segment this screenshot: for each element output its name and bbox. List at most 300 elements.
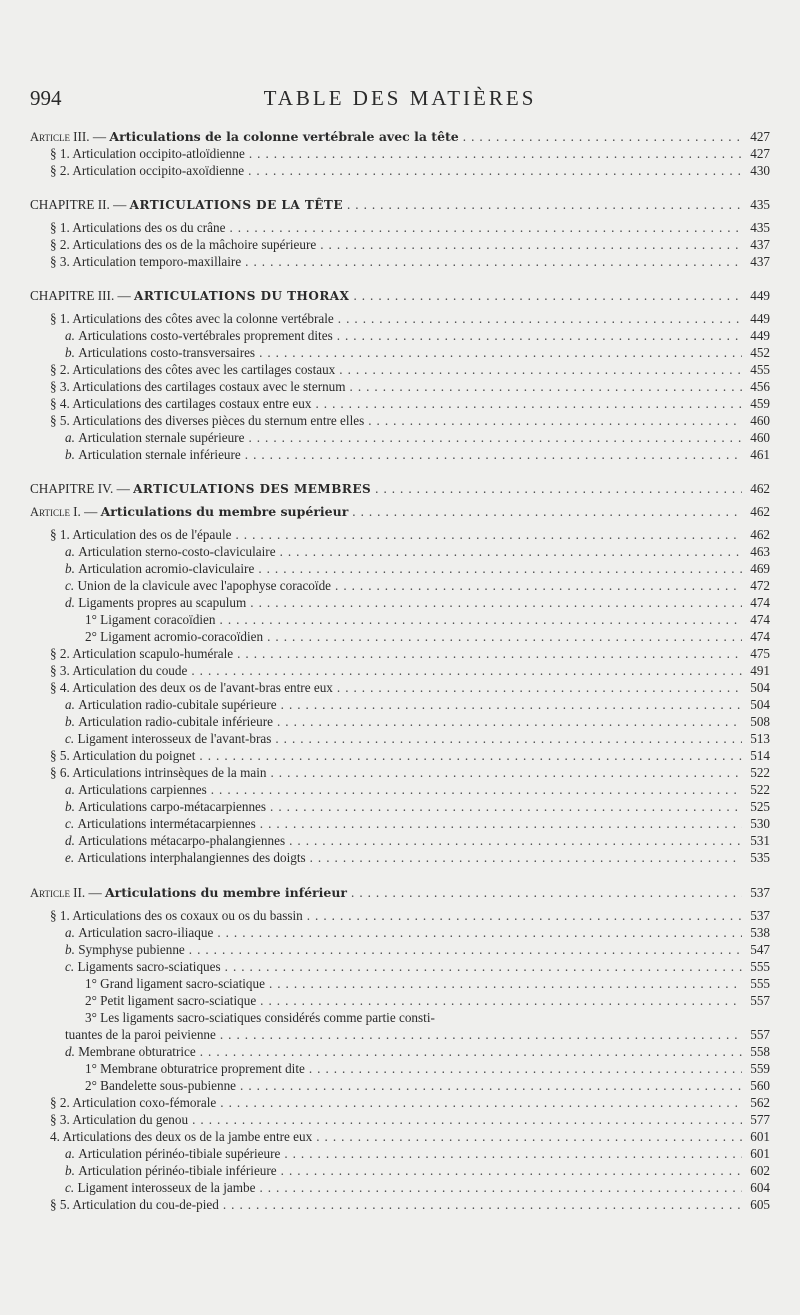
entry-text: Membrane obturatrice bbox=[78, 1044, 196, 1059]
dot-leader bbox=[281, 1162, 742, 1179]
entry-text: Union de la clavicule avec l'apophyse coracoïde bbox=[77, 578, 332, 593]
entry-page-number: 530 bbox=[750, 816, 770, 831]
toc-entry-row bbox=[30, 1043, 770, 1060]
entry-page-number: 427 bbox=[750, 129, 770, 144]
toc-entry-label bbox=[50, 1094, 216, 1111]
entry-text: § 1. Articulations des côtes avec la colonne vertébrale bbox=[50, 311, 334, 326]
toc-entry-row bbox=[30, 713, 770, 730]
dot-leader bbox=[250, 594, 742, 611]
dot-leader bbox=[339, 361, 742, 378]
toc-entry-row bbox=[30, 798, 770, 815]
dot-leader bbox=[259, 344, 742, 361]
entry-text: 2° Petit ligament sacro-sciatique bbox=[85, 993, 257, 1008]
entry-page-number: 474 bbox=[750, 612, 770, 627]
dot-leader bbox=[199, 747, 742, 764]
entry-text: Articulations intermétacarpiennes bbox=[77, 816, 256, 831]
entry-letter: d. bbox=[65, 833, 79, 848]
entry-page-number: 461 bbox=[750, 447, 770, 462]
entry-text: Articulation radio-cubitale supérieure bbox=[78, 697, 277, 712]
entry-text: Articulation sterno-costo-claviculaire bbox=[78, 544, 276, 559]
entry-letter: b. bbox=[65, 1163, 79, 1178]
dot-leader bbox=[220, 1026, 742, 1043]
entry-page-number: 475 bbox=[750, 646, 770, 661]
toc-entry-label bbox=[30, 503, 348, 521]
entry-page-number: 537 bbox=[750, 885, 770, 900]
toc-entry-row bbox=[30, 679, 770, 696]
dot-leader bbox=[259, 1179, 742, 1196]
entry-page-number: 452 bbox=[750, 345, 770, 360]
entry-text: CHAPITRE II. — bbox=[30, 197, 130, 212]
entry-text: 4. Articulations des deux os de la jambe entre eux bbox=[50, 1129, 313, 1144]
toc-entry-row bbox=[30, 975, 770, 992]
toc-entry-label bbox=[65, 781, 207, 798]
dot-leader bbox=[267, 628, 742, 645]
entry-page-number: 455 bbox=[750, 362, 770, 377]
toc-entry-label bbox=[85, 975, 265, 992]
dot-leader bbox=[220, 1094, 742, 1111]
toc-entry-row bbox=[30, 849, 770, 866]
entry-letter: c. bbox=[65, 816, 78, 831]
dot-leader bbox=[277, 713, 742, 730]
entry-letter: a. bbox=[65, 782, 79, 797]
entry-page-number: 449 bbox=[750, 328, 770, 343]
entry-page-number: 459 bbox=[750, 396, 770, 411]
toc-entry-label bbox=[65, 1026, 216, 1043]
entry-page-number: 605 bbox=[750, 1197, 770, 1212]
entry-page-number: 562 bbox=[750, 1095, 770, 1110]
dot-leader bbox=[289, 832, 742, 849]
entry-page-number: 469 bbox=[750, 561, 770, 576]
entry-text: § 2. Articulations des côtes avec les cartilages costaux bbox=[50, 362, 336, 377]
toc-entry-row bbox=[30, 1128, 770, 1145]
entry-text: Ligament interosseux de l'avant-bras bbox=[77, 731, 272, 746]
toc-entry-label bbox=[30, 287, 349, 305]
toc-article-row bbox=[30, 128, 770, 145]
toc-entry-row bbox=[30, 236, 770, 253]
entry-page-number: 557 bbox=[750, 993, 770, 1008]
toc-entry-label bbox=[50, 162, 244, 179]
entry-page-number: 460 bbox=[750, 430, 770, 445]
toc-entry-label bbox=[65, 696, 277, 713]
toc-entry-row bbox=[30, 1009, 770, 1026]
toc-entry-label bbox=[30, 884, 347, 902]
toc-entry-label bbox=[65, 941, 185, 958]
entry-text: Articulations costo-transversaires bbox=[78, 345, 256, 360]
dot-leader bbox=[258, 560, 742, 577]
toc-entry-label bbox=[65, 429, 244, 446]
toc-entry-label bbox=[50, 219, 225, 236]
entry-heading-bold: Articulations du membre supérieur bbox=[100, 504, 349, 519]
dot-leader bbox=[335, 577, 742, 594]
toc-entry-row bbox=[30, 543, 770, 560]
entry-text: 1° Grand ligament sacro-sciatique bbox=[85, 976, 265, 991]
dot-leader bbox=[191, 662, 742, 679]
toc-entry-label bbox=[65, 849, 306, 866]
entry-text: § 2. Articulation scapulo-humérale bbox=[50, 646, 234, 661]
entry-letter: a. bbox=[65, 925, 79, 940]
table-of-contents bbox=[30, 128, 770, 1213]
toc-entry-row bbox=[30, 594, 770, 611]
toc-article-row bbox=[30, 503, 770, 520]
toc-entry-row bbox=[30, 446, 770, 463]
toc-entry-label bbox=[50, 1111, 188, 1128]
toc-entry-row bbox=[30, 577, 770, 594]
dot-leader bbox=[240, 1077, 742, 1094]
toc-entry-label bbox=[50, 253, 241, 270]
article-prefix: Article bbox=[30, 130, 74, 144]
dot-leader bbox=[337, 327, 742, 344]
entry-heading-bold: Articulations de la colonne vertébrale avec la tête bbox=[109, 129, 459, 144]
dot-leader bbox=[307, 907, 742, 924]
toc-entry-label bbox=[65, 543, 276, 560]
entry-heading-bold: ARTICULATIONS DE LA TÊTE bbox=[129, 198, 343, 212]
toc-entry-label bbox=[50, 395, 311, 412]
toc-entry-label bbox=[85, 1060, 305, 1077]
entry-text: § 1. Articulation des os de l'épaule bbox=[50, 527, 232, 542]
entry-letter: a. bbox=[65, 1146, 79, 1161]
entry-text: § 2. Articulation coxo-fémorale bbox=[50, 1095, 217, 1110]
entry-letter: a. bbox=[65, 328, 79, 343]
toc-entry-label bbox=[50, 747, 195, 764]
entry-text: Articulation sternale supérieure bbox=[78, 430, 245, 445]
entry-text: Articulation sternale inférieure bbox=[78, 447, 241, 462]
dot-leader bbox=[229, 219, 742, 236]
dot-leader bbox=[353, 287, 742, 304]
entry-page-number: 437 bbox=[750, 254, 770, 269]
entry-page-number: 535 bbox=[750, 850, 770, 865]
toc-entry-row bbox=[30, 378, 770, 395]
dot-leader bbox=[220, 611, 742, 628]
toc-entry-row bbox=[30, 958, 770, 975]
toc-entry-label bbox=[50, 1196, 219, 1213]
toc-article-row bbox=[30, 884, 770, 901]
page-title: TABLE DES MATIÈRES bbox=[263, 86, 537, 110]
entry-heading-bold: ARTICULATIONS DES MEMBRES bbox=[133, 482, 372, 496]
toc-entry-row bbox=[30, 645, 770, 662]
toc-entry-row bbox=[30, 219, 770, 236]
dot-leader bbox=[352, 503, 742, 520]
dot-leader bbox=[189, 941, 742, 958]
toc-entry-row bbox=[30, 1145, 770, 1162]
entry-page-number: 555 bbox=[750, 976, 770, 991]
toc-entry-row bbox=[30, 696, 770, 713]
toc-entry-row bbox=[30, 526, 770, 543]
toc-entry-label bbox=[65, 1179, 255, 1196]
entry-page-number: 437 bbox=[750, 237, 770, 252]
entry-letter: c. bbox=[65, 578, 78, 593]
toc-entry-row bbox=[30, 832, 770, 849]
dot-leader bbox=[248, 162, 742, 179]
toc-entry-label bbox=[50, 645, 233, 662]
dot-leader bbox=[192, 1111, 742, 1128]
toc-entry-label bbox=[30, 196, 343, 214]
toc-entry-row bbox=[30, 1111, 770, 1128]
toc-entry-label bbox=[30, 480, 371, 498]
dot-leader bbox=[225, 958, 742, 975]
entry-text: Articulation sacro-iliaque bbox=[78, 925, 214, 940]
toc-entry-row bbox=[30, 361, 770, 378]
entry-page-number: 474 bbox=[750, 629, 770, 644]
toc-entry-row bbox=[30, 344, 770, 361]
toc-entry-label bbox=[65, 344, 255, 361]
toc-entry-label bbox=[50, 361, 335, 378]
entry-page-number: 463 bbox=[750, 544, 770, 559]
dot-leader bbox=[223, 1196, 742, 1213]
entry-text: § 2. Articulations des os de la mâchoire supérieure bbox=[50, 237, 317, 252]
toc-chapter-row bbox=[30, 196, 770, 213]
toc-entry-label bbox=[65, 327, 333, 344]
toc-entry-label bbox=[50, 526, 231, 543]
entry-page-number: 427 bbox=[750, 146, 770, 161]
dot-leader bbox=[337, 679, 742, 696]
toc-entry-row bbox=[30, 730, 770, 747]
toc-entry-label bbox=[50, 412, 364, 429]
dot-leader bbox=[375, 480, 742, 497]
dot-leader bbox=[245, 446, 742, 463]
toc-entry-label bbox=[85, 1077, 236, 1094]
entry-page-number: 504 bbox=[750, 697, 770, 712]
entry-page-number: 449 bbox=[750, 311, 770, 326]
toc-entry-label bbox=[50, 679, 333, 696]
toc-entry-label bbox=[65, 1145, 280, 1162]
toc-entry-row bbox=[30, 327, 770, 344]
entry-letter: c. bbox=[65, 731, 78, 746]
entry-letter: b. bbox=[65, 942, 79, 957]
dot-leader bbox=[200, 1043, 742, 1060]
entry-text: § 4. Articulations des cartilages costaux entre eux bbox=[50, 396, 312, 411]
entry-page-number: 462 bbox=[750, 527, 770, 542]
entry-text: 1° Membrane obturatrice proprement dite bbox=[85, 1061, 305, 1076]
dot-leader bbox=[245, 253, 742, 270]
entry-text: Articulation acromio-claviculaire bbox=[78, 561, 255, 576]
toc-entry-label bbox=[50, 662, 187, 679]
toc-entry-label bbox=[65, 560, 254, 577]
entry-page-number: 435 bbox=[750, 220, 770, 235]
toc-entry-label bbox=[50, 907, 303, 924]
dot-leader bbox=[284, 1145, 742, 1162]
entry-letter: d. bbox=[65, 1044, 79, 1059]
toc-entry-label bbox=[65, 446, 241, 463]
entry-text: CHAPITRE IV. — bbox=[30, 481, 134, 496]
entry-text: Ligaments propres au scapulum bbox=[78, 595, 247, 610]
toc-entry-label bbox=[65, 713, 273, 730]
dot-leader bbox=[309, 1060, 742, 1077]
entry-page-number: 522 bbox=[750, 765, 770, 780]
toc-entry-row bbox=[30, 764, 770, 781]
toc-entry-row bbox=[30, 992, 770, 1009]
entry-letter: e. bbox=[65, 850, 78, 865]
toc-entry-label bbox=[50, 1128, 312, 1145]
entry-text: II. — bbox=[73, 885, 105, 900]
entry-page-number: 525 bbox=[750, 799, 770, 814]
toc-entry-label bbox=[85, 992, 256, 1009]
toc-entry-row bbox=[30, 1094, 770, 1111]
entry-page-number: 604 bbox=[750, 1180, 770, 1195]
entry-text: § 4. Articulation des deux os de l'avant-bras entre eux bbox=[50, 680, 333, 695]
toc-entry-row bbox=[30, 815, 770, 832]
entry-letter: b. bbox=[65, 447, 79, 462]
entry-text: 2° Bandelette sous-pubienne bbox=[85, 1078, 237, 1093]
entry-page-number: 460 bbox=[750, 413, 770, 428]
entry-letter: b. bbox=[65, 345, 79, 360]
entry-text: Articulation périnéo-tibiale inférieure bbox=[78, 1163, 277, 1178]
entry-text: § 5. Articulation du cou-de-pied bbox=[50, 1197, 219, 1212]
entry-page-number: 559 bbox=[750, 1061, 770, 1076]
entry-letter: b. bbox=[65, 561, 79, 576]
toc-entry-row bbox=[30, 429, 770, 446]
dot-leader bbox=[217, 924, 742, 941]
entry-text: Ligaments sacro-sciatiques bbox=[77, 959, 221, 974]
dot-leader bbox=[249, 145, 742, 162]
entry-letter: c. bbox=[65, 959, 78, 974]
toc-entry-label bbox=[65, 1162, 277, 1179]
dot-leader bbox=[281, 696, 742, 713]
toc-chapter-row bbox=[30, 287, 770, 304]
entry-text: § 1. Articulation occipito-atloïdienne bbox=[50, 146, 245, 161]
entry-text: Articulations carpiennes bbox=[78, 782, 207, 797]
entry-letter: a. bbox=[65, 697, 79, 712]
entry-letter: c. bbox=[65, 1180, 78, 1195]
entry-page-number: 430 bbox=[750, 163, 770, 178]
entry-page-number: 508 bbox=[750, 714, 770, 729]
entry-page-number: 474 bbox=[750, 595, 770, 610]
toc-entry-label bbox=[50, 378, 346, 395]
toc-entry-label bbox=[85, 1009, 435, 1026]
toc-entry-row bbox=[30, 611, 770, 628]
entry-page-number: 491 bbox=[750, 663, 770, 678]
entry-page-number: 537 bbox=[750, 908, 770, 923]
entry-text: § 3. Articulation temporo-maxillaire bbox=[50, 254, 242, 269]
toc-entry-label bbox=[50, 236, 316, 253]
toc-entry-row bbox=[30, 560, 770, 577]
entry-page-number: 522 bbox=[750, 782, 770, 797]
entry-page-number: 538 bbox=[750, 925, 770, 940]
entry-text: Articulations costo-vertébrales proprement dites bbox=[78, 328, 333, 343]
entry-text: § 2. Articulation occipito-axoïdienne bbox=[50, 163, 245, 178]
toc-entry-row bbox=[30, 628, 770, 645]
toc-entry-row bbox=[30, 1026, 770, 1043]
toc-entry-row bbox=[30, 1196, 770, 1213]
entry-text: Articulation radio-cubitale inférieure bbox=[78, 714, 273, 729]
page-number: 994 bbox=[30, 86, 62, 110]
dot-leader bbox=[269, 975, 742, 992]
entry-page-number: 577 bbox=[750, 1112, 770, 1127]
dot-leader bbox=[463, 128, 742, 145]
toc-entry-row bbox=[30, 395, 770, 412]
entry-text: Articulations métacarpo-phalangiennes bbox=[78, 833, 286, 848]
toc-entry-label bbox=[65, 832, 285, 849]
toc-entry-row bbox=[30, 1060, 770, 1077]
entry-letter: a. bbox=[65, 544, 79, 559]
entry-text: Articulations carpo-métacarpiennes bbox=[78, 799, 267, 814]
dot-leader bbox=[275, 730, 742, 747]
toc-entry-label bbox=[50, 764, 266, 781]
toc-entry-label bbox=[65, 577, 331, 594]
entry-text: Articulations interphalangiennes des doigts bbox=[77, 850, 306, 865]
entry-page-number: 513 bbox=[750, 731, 770, 746]
toc-entry-row bbox=[30, 907, 770, 924]
toc-entry-row bbox=[30, 162, 770, 179]
entry-page-number: 601 bbox=[750, 1146, 770, 1161]
toc-entry-row bbox=[30, 941, 770, 958]
toc-chapter-row bbox=[30, 480, 770, 497]
entry-text: § 5. Articulation du poignet bbox=[50, 748, 196, 763]
entry-text: CHAPITRE III. — bbox=[30, 288, 135, 303]
entry-text: § 3. Articulation du genou bbox=[50, 1112, 189, 1127]
dot-leader bbox=[320, 236, 742, 253]
dot-leader bbox=[211, 781, 742, 798]
entry-text: § 6. Articulations intrinsèques de la main bbox=[50, 765, 267, 780]
dot-leader bbox=[315, 395, 742, 412]
toc-entry-label bbox=[65, 815, 256, 832]
entry-page-number: 472 bbox=[750, 578, 770, 593]
entry-letter: a. bbox=[65, 430, 79, 445]
toc-entry-label bbox=[85, 628, 263, 645]
toc-entry-row bbox=[30, 253, 770, 270]
entry-text: § 3. Articulations des cartilages costaux avec le sternum bbox=[50, 379, 346, 394]
entry-text: 2° Ligament acromio-coracoïdien bbox=[85, 629, 264, 644]
entry-page-number: 462 bbox=[750, 481, 770, 496]
dot-leader bbox=[280, 543, 742, 560]
toc-entry-row bbox=[30, 1162, 770, 1179]
entry-text: III. — bbox=[73, 129, 110, 144]
toc-entry-row bbox=[30, 412, 770, 429]
entry-page-number: 514 bbox=[750, 748, 770, 763]
toc-entry-row bbox=[30, 310, 770, 327]
entry-page-number: 435 bbox=[750, 197, 770, 212]
entry-letter: d. bbox=[65, 595, 79, 610]
entry-text: Symphyse pubienne bbox=[78, 942, 185, 957]
dot-leader bbox=[270, 764, 742, 781]
toc-entry-label bbox=[65, 958, 221, 975]
article-prefix: Article bbox=[30, 886, 74, 900]
entry-page-number: 531 bbox=[750, 833, 770, 848]
toc-entry-label bbox=[65, 594, 246, 611]
toc-entry-label bbox=[85, 611, 216, 628]
entry-page-number: 558 bbox=[750, 1044, 770, 1059]
entry-text: I. — bbox=[73, 504, 101, 519]
entry-text: Articulation périnéo-tibiale supérieure bbox=[78, 1146, 281, 1161]
entry-page-number: 504 bbox=[750, 680, 770, 695]
entry-text: § 3. Articulation du coude bbox=[50, 663, 188, 678]
entry-heading-bold: Articulations du membre inférieur bbox=[104, 885, 348, 900]
toc-entry-row bbox=[30, 924, 770, 941]
entry-heading-bold: ARTICULATIONS DU THORAX bbox=[134, 289, 350, 303]
dot-leader bbox=[351, 884, 742, 901]
toc-entry-label bbox=[65, 924, 213, 941]
entry-text: 1° Ligament coracoïdien bbox=[85, 612, 216, 627]
entry-page-number: 555 bbox=[750, 959, 770, 974]
entry-text: § 1. Articulations des os coxaux ou os du bassin bbox=[50, 908, 303, 923]
article-prefix: Article bbox=[30, 505, 74, 519]
dot-leader bbox=[260, 992, 742, 1009]
dot-leader bbox=[248, 429, 742, 446]
dot-leader bbox=[235, 526, 742, 543]
toc-entry-row bbox=[30, 145, 770, 162]
entry-page-number: 462 bbox=[750, 504, 770, 519]
entry-page-number: 547 bbox=[750, 942, 770, 957]
toc-entry-row bbox=[30, 781, 770, 798]
dot-leader bbox=[368, 412, 742, 429]
toc-entry-row bbox=[30, 1077, 770, 1094]
toc-entry-label bbox=[65, 798, 266, 815]
dot-leader bbox=[316, 1128, 742, 1145]
dot-leader bbox=[270, 798, 742, 815]
dot-leader bbox=[260, 815, 742, 832]
entry-page-number: 602 bbox=[750, 1163, 770, 1178]
entry-page-number: 456 bbox=[750, 379, 770, 394]
toc-entry-label bbox=[30, 128, 459, 146]
